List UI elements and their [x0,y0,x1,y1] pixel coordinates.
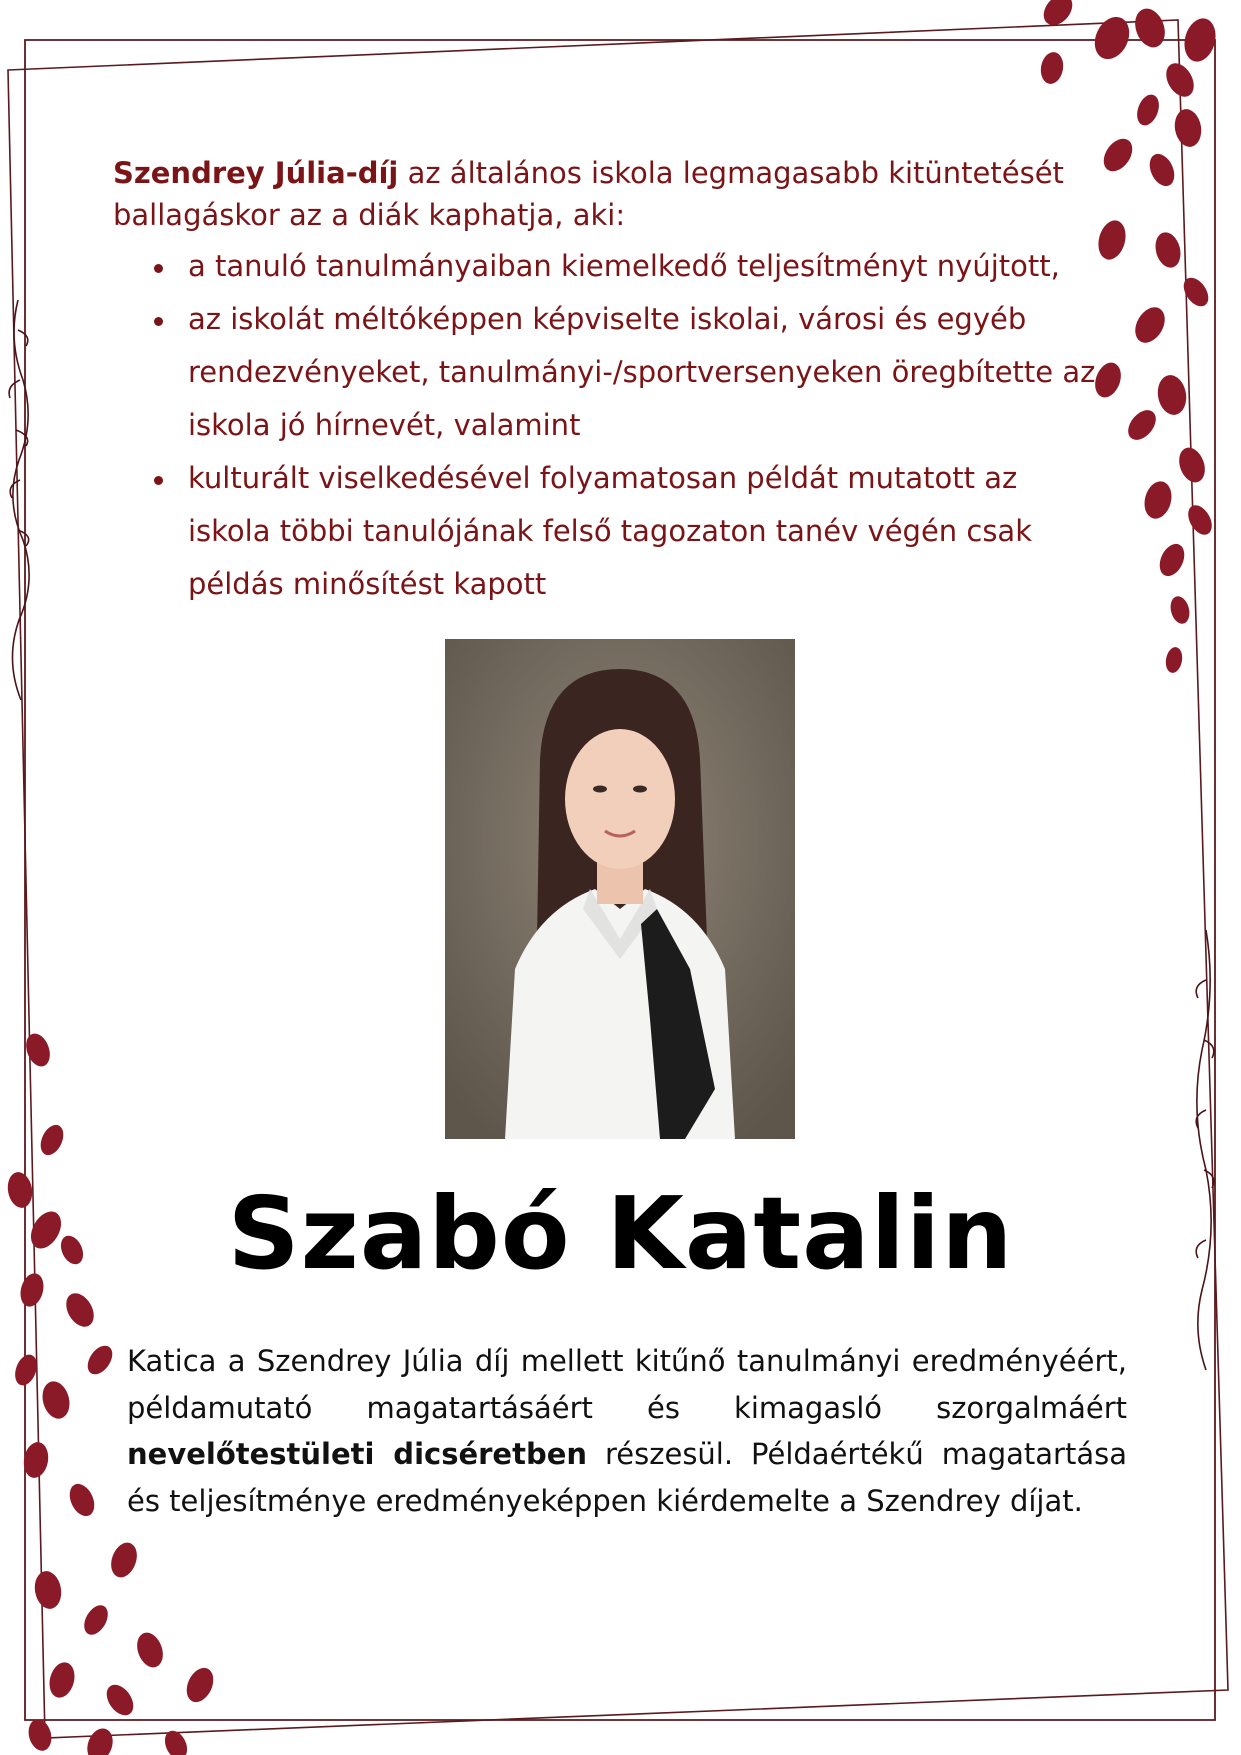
petal-icon [83,1725,117,1755]
petal-icon [182,1664,219,1707]
description-text-start: Katica a Szendrey Júlia díj mellett kitűnő tanulmányi eredményéért, példamutató magatartásáért és kimagasló szorgalmáért [127,1344,1127,1425]
award-lead-text: az általános iskola legmagasabb kitüntetését ballagáskor az a diák kaphatja, aki: [113,156,1064,232]
petal-icon [1172,107,1204,149]
petal-icon [1152,230,1184,271]
student-name: Szabó Katalin [227,1175,1014,1292]
award-name: Szendrey Júlia-díj [113,156,399,190]
description-text-end: részesül. Példaértékű magatartása és teljesítménye eredményeképpen kiérdemelte a Szendrey díjat. [127,1437,1127,1518]
petal-icon [101,1680,139,1720]
petal-icon [46,1660,78,1701]
petal-icon [1164,646,1184,674]
eye-icon [593,786,607,793]
criteria-list [113,240,1103,611]
petal-icon [1130,4,1170,51]
face-shape [565,729,675,869]
petal-icon [1145,150,1179,190]
petal-icon [65,1480,99,1520]
eye-icon [633,786,647,793]
petal-icon [1123,405,1162,445]
petal-icon [25,1717,55,1754]
petal-icon [83,1341,118,1379]
petal-icon [1141,478,1176,521]
petal-icon [1168,594,1193,626]
petal-icon [1038,50,1065,85]
petal-icon [1155,540,1189,580]
petal-icon [1129,302,1171,348]
petal-icon [32,1569,64,1611]
petal-icon [1161,58,1200,101]
petal-icon [79,1601,112,1639]
petal-icon [1183,501,1216,539]
student-portrait-photo [445,639,795,1139]
vine-left [9,300,29,700]
petal-icon [1088,11,1136,64]
award-intro [113,152,1103,236]
award-criteria-section [113,152,1103,611]
petal-icon [1179,273,1214,311]
petal-icon [39,1378,74,1421]
petal-icon [1133,92,1163,129]
petal-icon [61,1288,100,1331]
petal-icon [36,1121,68,1158]
petal-icon [133,1629,168,1671]
petal-icon [161,1727,192,1755]
criteria-item: kulturált viselkedésével folyamatosan példát mutatott az iskola többi tanulójának felső tagozaton tanév végén csak példás minősítést kapott [188,452,1103,611]
criteria-item: az iskolát méltóképpen képviselte iskolai, városi és egyéb rendezvényeket, tanulmányi-/sportversenyeken öregbítette az iskola jó hírnevét, valamint [188,293,1103,452]
description-highlight: nevelőtestületi dicséretben [127,1437,588,1471]
petal-icon [1155,373,1190,417]
criteria-item: a tanuló tanulmányaiban kiemelkedő teljesítményt nyújtott, [188,240,1103,293]
student-description [127,1338,1127,1524]
petal-icon [1175,444,1210,486]
petal-icon [107,1539,142,1581]
petal-icon [22,1030,54,1069]
petal-icon [1098,133,1138,176]
